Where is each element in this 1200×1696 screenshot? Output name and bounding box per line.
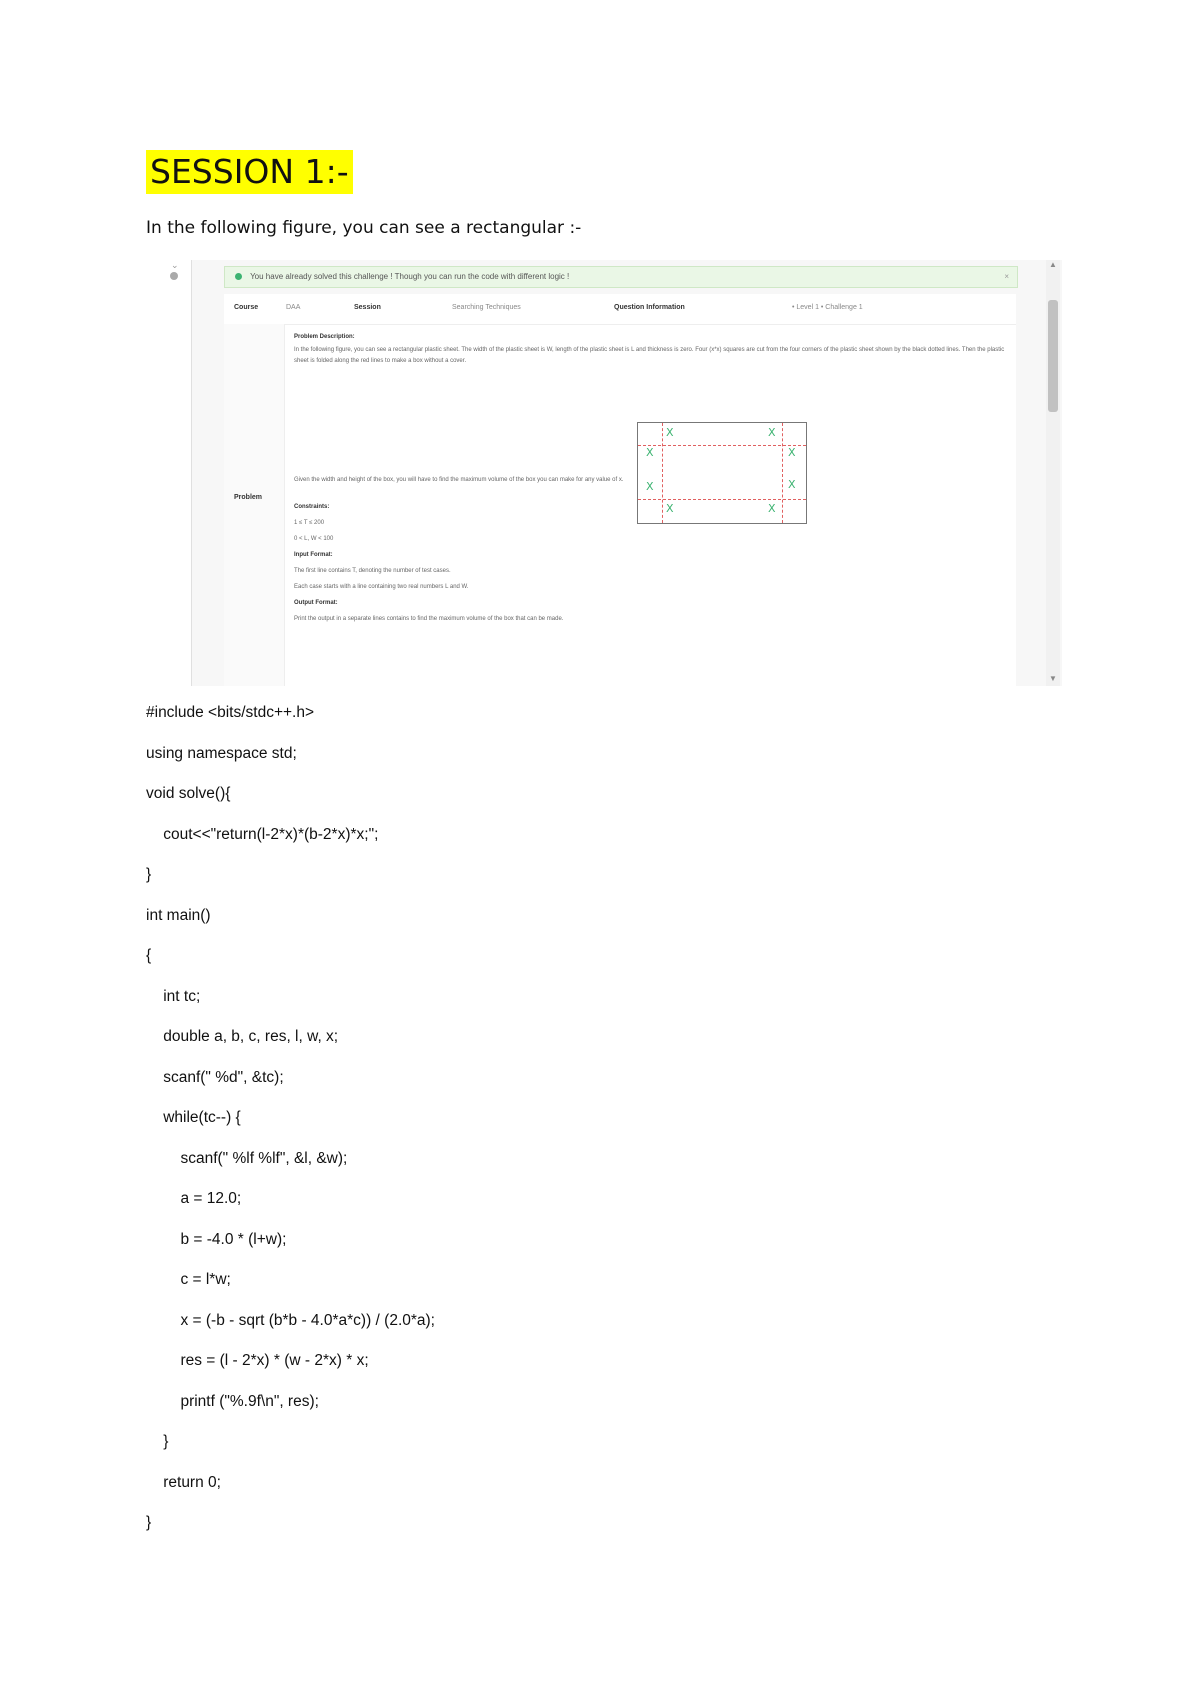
fold-line [662, 423, 663, 523]
code-line: cout<<"return(l-2*x)*(b-2*x)*x;"; [146, 825, 379, 843]
code-line: while(tc--) { [146, 1109, 241, 1126]
box-diagram [637, 422, 807, 524]
desc-text: In the following figure, you can see a rectangular plastic sheet. The width of the plastic sheet is W, length of the plastic sheet is L and thickness is zero. Four (x*x) squares are cut from the four corners of the plastic sheet shown by the black dotted lines. Then the plastic sheet is folded along the red lines to make a box without a cover. [294, 347, 1005, 364]
code-line: } [146, 1514, 152, 1531]
banner-text: You have already solved this challenge ! Though you can run the code with different logic ! [250, 272, 570, 281]
code-line: res = (l - 2*x) * (w - 2*x) * x; [146, 1352, 369, 1369]
embedded-screenshot [171, 260, 1062, 686]
x-mark: X [788, 446, 796, 459]
fold-line [638, 445, 806, 446]
scroll-down-icon[interactable]: ▼ [1049, 674, 1057, 683]
output-line-1: Print the output in a separate lines contains to find the maximum volume of the box that can be made. [294, 616, 564, 622]
scrollbar[interactable] [1046, 260, 1060, 686]
code-line: int main() [146, 906, 211, 924]
x-mark: X [788, 478, 796, 491]
code-line: c = l*w; [146, 1271, 231, 1288]
constraint-1: 1 ≤ T ≤ 200 [294, 520, 325, 526]
problem-label: Problem [234, 494, 263, 501]
course-label: Course [234, 304, 259, 311]
problem-panel [224, 294, 1016, 686]
intro-text: In the following figure, you can see a rectangular :- [146, 218, 582, 238]
fold-line [638, 499, 806, 500]
x-mark: X [666, 502, 674, 515]
gear-icon[interactable] [170, 272, 178, 280]
session-value: Searching Techniques [452, 304, 521, 311]
question-label: Question Information [614, 304, 685, 311]
code-line: int tc; [146, 987, 201, 1005]
code-line: } [146, 1433, 169, 1450]
x-mark: X [666, 426, 674, 439]
input-line-1: The first line contains T, denoting the number of test cases. [294, 568, 451, 574]
code-line: x = (-b - sqrt (b*b - 4.0*a*c)) / (2.0*a); [146, 1311, 435, 1329]
input-title: Input Format: [294, 552, 333, 558]
left-column [224, 324, 285, 686]
code-line: double a, b, c, res, l, w, x; [146, 1028, 339, 1045]
code-line: b = -4.0 * (l+w); [146, 1230, 287, 1248]
x-mark: X [646, 480, 654, 493]
question-value: • Level 1 • Challenge 1 [792, 304, 863, 311]
input-line-2: Each case starts with a line containing two real numbers L and W. [294, 584, 469, 590]
code-line: scanf(" %lf %lf", &l, &w); [146, 1149, 348, 1167]
desc-title: Problem Description: [294, 334, 355, 340]
x-mark: X [768, 426, 776, 439]
session-label: Session [354, 304, 381, 311]
code-line: return 0; [146, 1473, 221, 1491]
course-value: DAA [286, 304, 301, 311]
scrollbar-thumb[interactable] [1048, 300, 1058, 412]
x-mark: X [646, 446, 654, 459]
output-title: Output Format: [294, 600, 338, 606]
info-row [224, 294, 1016, 325]
code-line: using namespace std; [146, 744, 297, 762]
code-line: { [146, 947, 152, 964]
problem-content [294, 332, 1006, 625]
chevron-icon: ⌄ [171, 260, 179, 270]
close-icon[interactable]: × [1004, 272, 1009, 281]
fold-line [782, 423, 783, 523]
code-line: scanf(" %d", &tc); [146, 1068, 284, 1086]
check-icon [235, 273, 242, 280]
code-line: void solve(){ [146, 785, 231, 802]
scroll-up-icon[interactable]: ▲ [1049, 260, 1057, 269]
code-line: #include <bits/stdc++.h> [146, 704, 315, 721]
code-line: printf ("%.9f\n", res); [146, 1392, 319, 1410]
solved-banner [224, 266, 1018, 288]
given-text: Given the width and height of the box, you will have to find the maximum volume of the box you can make for any value of x. [294, 477, 624, 483]
screenshot-gutter [162, 260, 192, 686]
constraints-title: Constraints: [294, 504, 330, 510]
code-line: a = 12.0; [146, 1190, 242, 1207]
x-mark: X [768, 502, 776, 515]
session-heading: SESSION 1:- [146, 150, 353, 194]
constraint-2: 0 < L, W < 100 [294, 536, 334, 542]
code-line: } [146, 866, 152, 883]
